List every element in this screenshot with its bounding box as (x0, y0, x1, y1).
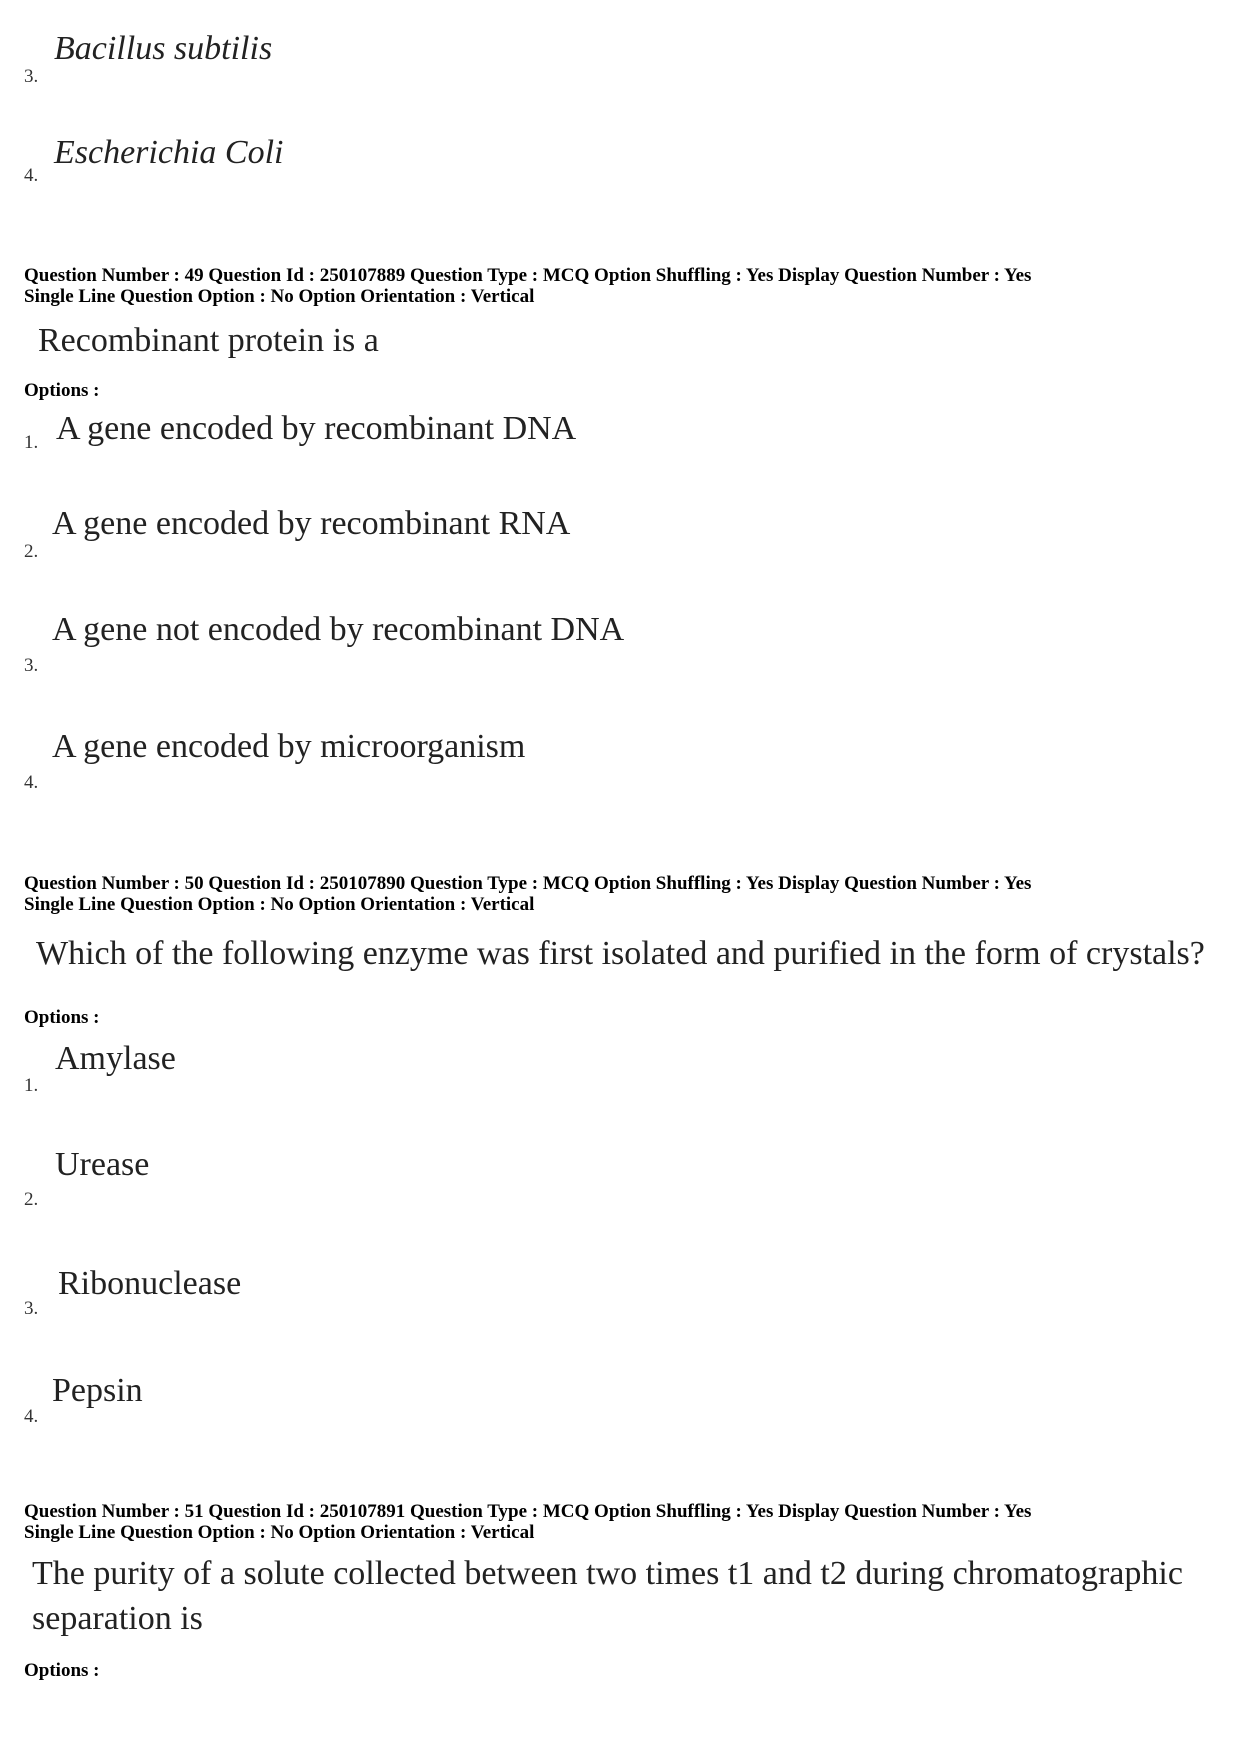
question-51-meta-line2: Single Line Question Option : No Option Orientation : Vertical (24, 1522, 535, 1543)
question-50-option-3-number: 3. (24, 1298, 39, 1319)
question-49-meta-line2: Single Line Question Option : No Option Orientation : Vertical (24, 286, 535, 307)
question-50-option-2-number: 2. (24, 1189, 39, 1210)
question-49-meta-line1: Question Number : 49 Question Id : 250107889 Question Type : MCQ Option Shuffling : Yes Display Question Number : Yes (24, 265, 1032, 286)
carryover-option-4-number: 4. (24, 165, 39, 186)
question-49-text: Recombinant protein is a (38, 322, 379, 359)
question-51-text-line1: The purity of a solute collected between two times t1 and t2 during chromatographic (32, 1555, 1183, 1592)
carryover-option-3-number: 3. (24, 66, 39, 87)
question-51-meta-line1: Question Number : 51 Question Id : 250107891 Question Type : MCQ Option Shuffling : Yes Display Question Number : Yes (24, 1501, 1032, 1522)
question-49-option-1-number: 1. (24, 432, 39, 453)
question-50-option-4-text[interactable]: Pepsin (52, 1372, 143, 1409)
question-49-option-3-text[interactable]: A gene not encoded by recombinant DNA (52, 611, 625, 648)
question-49-option-3-number: 3. (24, 655, 39, 676)
question-50-meta-line2: Single Line Question Option : No Option Orientation : Vertical (24, 894, 535, 915)
question-50-option-3-text[interactable]: Ribonuclease (58, 1265, 242, 1302)
question-50-text: Which of the following enzyme was first isolated and purified in the form of crystals? (36, 935, 1205, 972)
question-50-option-1-number: 1. (24, 1075, 39, 1096)
question-51-options-label: Options : (24, 1660, 100, 1681)
question-50-option-2-text[interactable]: Urease (55, 1146, 150, 1183)
question-49-option-2-number: 2. (24, 541, 39, 562)
question-49-option-4-text[interactable]: A gene encoded by microorganism (52, 728, 526, 765)
question-49-option-1-text[interactable]: A gene encoded by recombinant DNA (56, 410, 577, 447)
question-50-option-1-text[interactable]: Amylase (55, 1040, 176, 1077)
question-50-options-label: Options : (24, 1007, 100, 1028)
question-50-meta-line1: Question Number : 50 Question Id : 250107890 Question Type : MCQ Option Shuffling : Yes Display Question Number : Yes (24, 873, 1032, 894)
question-51-text-line2: separation is (32, 1600, 203, 1637)
carryover-option-3-text: Bacillus subtilis (54, 30, 273, 67)
question-49-options-label: Options : (24, 380, 100, 401)
question-49-option-4-number: 4. (24, 772, 39, 793)
question-49-option-2-text[interactable]: A gene encoded by recombinant RNA (52, 505, 571, 542)
carryover-option-4-text: Escherichia Coli (54, 134, 284, 171)
question-50-option-4-number: 4. (24, 1406, 39, 1427)
